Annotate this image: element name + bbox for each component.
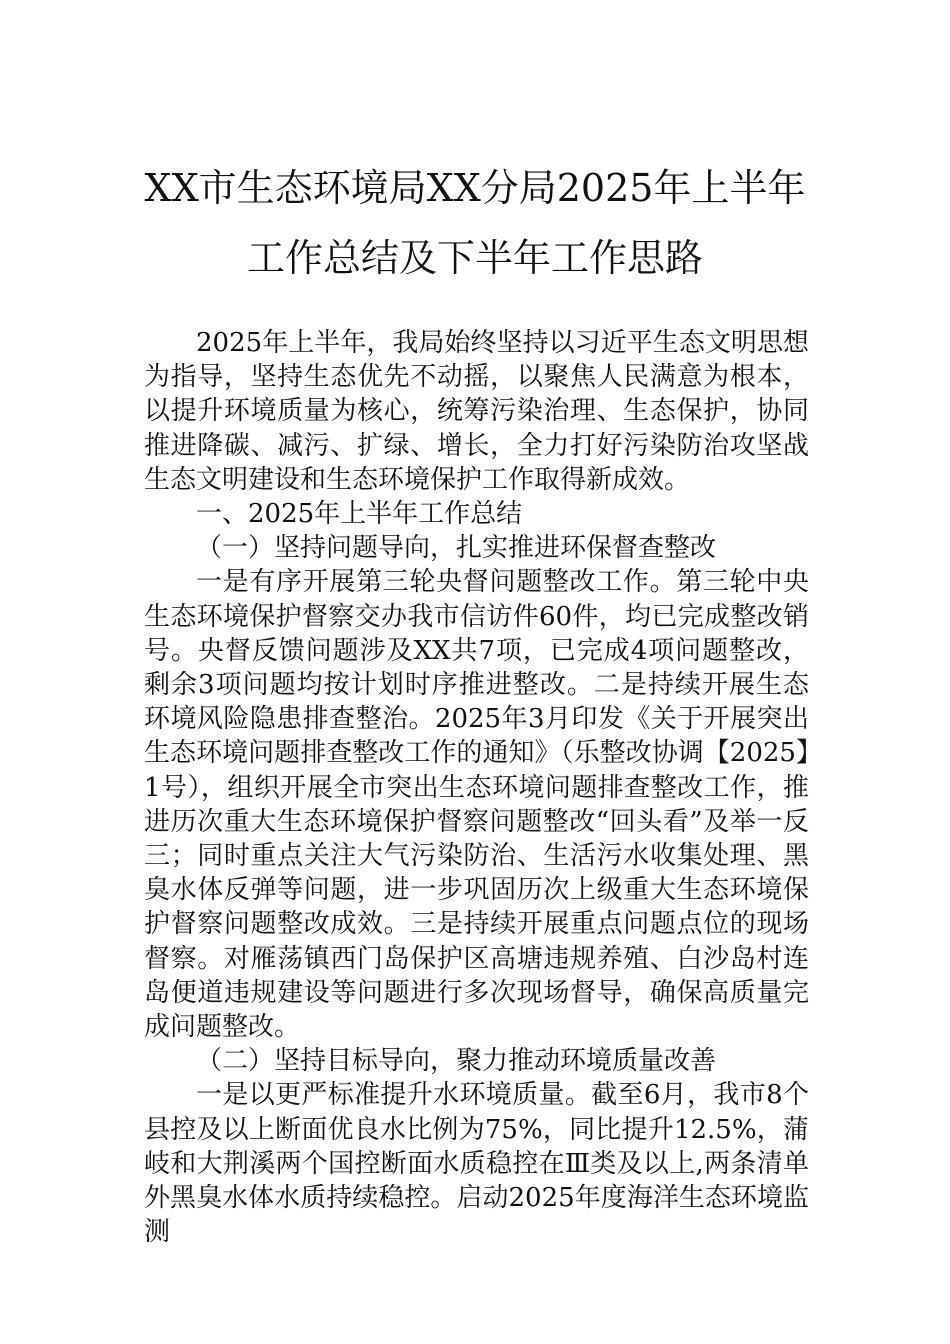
- document-body: [144, 326, 809, 1249]
- subsection-heading-2: （二）坚持目标导向，聚力推动环境质量改善: [196, 1046, 717, 1077]
- subsection-body-2: 一是以更严标准提升水环境质量。截至6月，我市8个县控及以上断面优良水比例为75%，同比提升12.5%，蒲岐和大荆溪两个国控断面水质稳控在Ⅲ类及以上,两条清单外黑臭水体水质持续稳控。启动2025年度海洋生态环境监测: [144, 1080, 809, 1248]
- intro-paragraph: 2025年上半年，我局始终坚持以习近平生态文明思想为指导，坚持生态优先不动摇，以聚焦人民满意为根本，以提升环境质量为核心，统筹污染治理、生态保护，协同推进降碳、减污、扩绿、增长，全力打好污染防治攻坚战生态文明建设和生态环境保护工作取得新成效。: [144, 328, 809, 495]
- document-title-line-1: XX市生态环境局XX分局2025年上半年: [144, 166, 806, 210]
- section-heading: 一、2025年上半年工作总结: [196, 499, 523, 530]
- subsection-body-1: 一是有序开展第三轮央督问题整改工作。第三轮中央生态环境保护督察交办我市信访件60件，均已完成整改销号。央督反馈问题涉及XX共7项，已完成4项问题整改，剩余3项问题均按计划时序推进整改。二是持续开展生态环境风险隐患排查整治。2025年3月印发《关于开展突出生态环境问题排查整改工作的通知》（乐整改协调【2025】1号），组织开展全市突出生态环境问题排查整改工作，推进历次重大生态环境保护督察问题整改“回头看”及举一反三；同时重点关注大气污染防治、生活污水收集处理、黑臭水体反弹等问题，进一步巩固历次上级重大生态环境保护督察问题整改成效。三是持续开展重点问题点位的现场督察。对雁荡镇西门岛保护区高塘违规养殖、白沙岛村连岛便道违规建设等问题进行多次现场督导，确保高质量完成问题整改。: [144, 567, 809, 1043]
- subsection-heading-1: （一）坚持问题导向，扎实推进环保督查整改: [196, 533, 717, 564]
- document-title-line-2: 工作总结及下半年工作思路: [246, 236, 703, 280]
